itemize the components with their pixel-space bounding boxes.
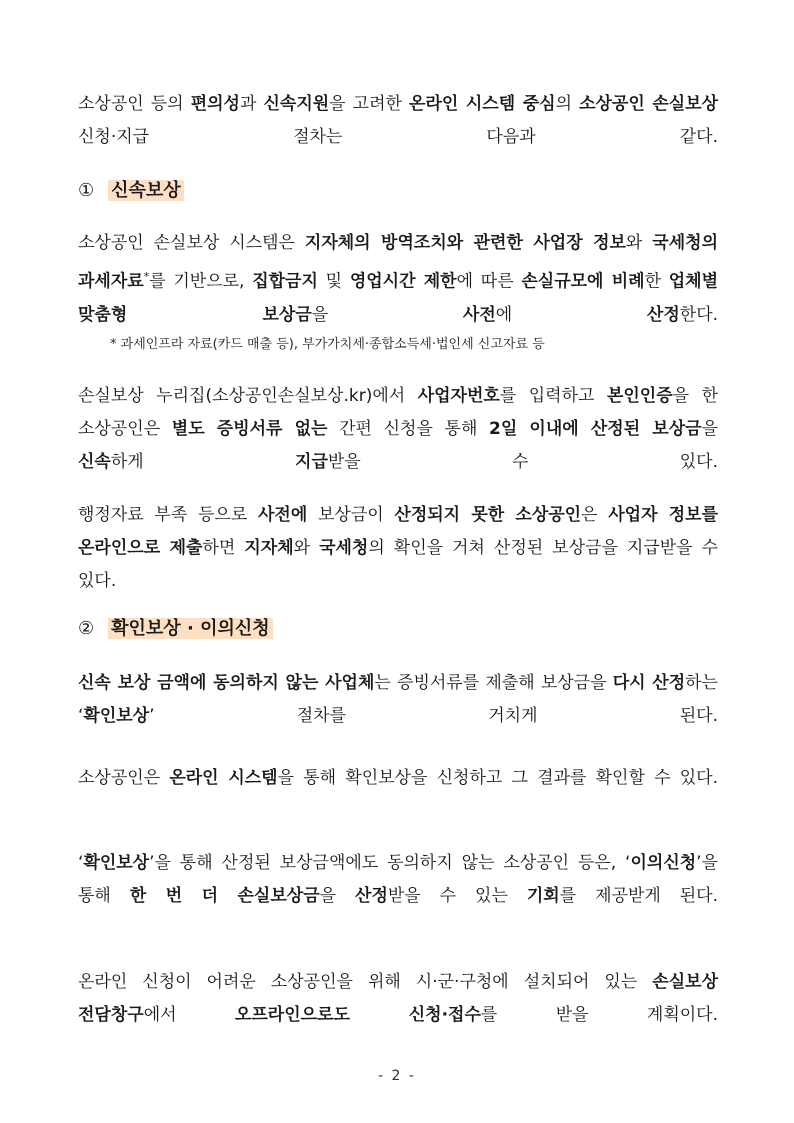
text-run: ’을 통해 산정된 보상금액에도 동의하지 않는 소상공인 등은, ‘ — [149, 853, 631, 873]
text-run: 을 — [311, 304, 463, 325]
bold-text-run: 편의성 — [190, 94, 240, 114]
text-run: 과 — [239, 94, 264, 114]
bold-text-run: 2일 이내에 산정된 보상금 — [489, 419, 702, 439]
bold-text-run: 국세청의 과세자료 — [78, 233, 718, 292]
text-run: 는 증빙서류를 제출해 보상금을 — [374, 673, 613, 693]
bold-text-run: 손실규모에 비례 — [521, 271, 645, 292]
text-run: 에 — [495, 304, 647, 325]
text-run: 신청·지급 절차는 다음과 같다. — [78, 127, 718, 147]
text-run: 을 — [701, 419, 718, 439]
text-run: 에 따른 — [456, 271, 522, 292]
section-1-heading — [78, 177, 184, 205]
bold-text-run: 업체별 맞춤형 보상금 — [78, 271, 719, 325]
bold-text-run: 한 번 더 손실보상금 — [129, 886, 320, 906]
text-run: 간편 신청을 통해 — [327, 419, 490, 439]
bold-text-run: 신속 — [78, 452, 111, 472]
text-run: 와 — [625, 233, 653, 253]
bold-text-run: 본인인증 — [606, 386, 673, 406]
section-2-paragraph-4 — [78, 966, 718, 1032]
bold-text-run: 온라인 시스템 중심 — [409, 94, 556, 114]
text-run: 을 고려한 — [329, 94, 410, 114]
bold-text-run: 오프라인으로도 신청·접수 — [234, 1005, 481, 1025]
text-run: 한다. — [679, 304, 719, 325]
text-run: 손실보상 누리집(소상공인손실보상.kr)에서 — [78, 386, 418, 406]
text-run: 를 기반으로, — [149, 271, 253, 292]
text-run: 은 — [581, 505, 609, 525]
section-1-paragraph-1 — [78, 227, 718, 332]
text-run: 를 받을 계획이다. — [480, 1005, 718, 1025]
text-run: ‘ — [78, 853, 84, 873]
section-1-paragraph-2 — [78, 380, 718, 479]
section-2-number: ② — [78, 618, 95, 639]
bold-text-run: 다시 산정 — [612, 673, 686, 693]
text-run: 소상공인 등의 — [78, 94, 191, 114]
text-run: 을 통해 확인보상을 신청하고 그 결과를 확인할 수 있다. — [277, 768, 718, 788]
bold-text-run: 확인보상 — [83, 853, 150, 873]
text-run: 을 한 소상공인은 — [78, 386, 719, 439]
bold-text-run: 손실보상 전담창구 — [78, 972, 718, 1025]
section-2-heading — [78, 615, 273, 643]
text-run: 행정자료 부족 등으로 — [78, 505, 258, 525]
bold-text-run: 사업자 정보를 온라인으로 제출 — [78, 505, 719, 558]
text-run: 를 제공받게 된다. — [559, 886, 719, 906]
bold-text-run: 영업시간 제한 — [349, 271, 457, 292]
text-run: 하게 — [110, 452, 296, 472]
section-1-title: 신속보상 — [108, 180, 184, 201]
bold-text-run: 집합금지 — [252, 271, 318, 292]
bold-text-run: 산정 — [646, 304, 680, 325]
text-run: 소상공인 손실보상 시스템은 — [78, 233, 305, 253]
text-run: 한 — [644, 271, 669, 292]
text-run: 에서 — [143, 1005, 235, 1025]
text-run: 하는 ‘ — [78, 673, 719, 726]
bold-text-run: 별도 증빙서류 없는 — [171, 419, 328, 439]
intro-paragraph — [78, 88, 718, 154]
text-run: 하면 — [202, 538, 245, 558]
bold-text-run: 소상공인 손실보상 — [579, 94, 719, 114]
bold-text-run: 국세청 — [319, 538, 369, 558]
bold-text-run: 이의신청 — [630, 853, 697, 873]
text-run: 를 입력하고 — [499, 386, 607, 406]
bold-text-run: 산정되지 못한 소상공인 — [394, 505, 582, 525]
text-run: 보상금이 — [307, 505, 395, 525]
bold-text-run: 산정 — [355, 886, 388, 906]
bold-text-run: 온라인 시스템 — [169, 768, 278, 788]
section-1-number: ① — [78, 180, 95, 201]
footnote: * 과세인프라 자료(카드 매출 등), 부가가치세·종합소득세·법인세 신고자료 등 — [110, 337, 545, 352]
page-number: - 2 - — [378, 1068, 416, 1084]
bold-text-run: 사업자번호 — [417, 386, 500, 406]
bold-text-run: 지급 — [295, 452, 328, 472]
text-run: * — [143, 270, 150, 283]
section-2-paragraph-3 — [78, 847, 718, 913]
text-run: 및 — [317, 271, 350, 292]
text-run: 을 — [319, 886, 356, 906]
bold-text-run: 신속지원 — [263, 94, 330, 114]
text-run: 와 — [293, 538, 320, 558]
text-run: 받을 수 있는 — [387, 886, 527, 906]
text-run: ’을 통해 — [78, 853, 718, 906]
bold-text-run: 지자체 — [244, 538, 294, 558]
section-1-paragraph-3 — [78, 499, 718, 598]
bold-text-run: 지자체의 방역조치와 관련한 사업장 정보 — [304, 233, 626, 253]
section-2-paragraph-2 — [78, 762, 718, 795]
text-run: 온라인 신청이 어려운 소상공인을 위해 시·군·구청에 설치되어 있는 — [78, 972, 653, 992]
bold-text-run: 신속 보상 금액에 동의하지 않는 사업체 — [78, 673, 375, 693]
text-run: 의 — [555, 94, 580, 114]
bold-text-run: 사전 — [462, 304, 496, 325]
section-2-paragraph-1 — [78, 667, 718, 733]
bold-text-run: 확인보상 — [83, 706, 150, 726]
bold-text-run: 기회 — [526, 886, 560, 906]
text-run: 의 확인을 거쳐 산정된 보상금을 지급받을 수 있다. — [78, 538, 718, 591]
bold-text-run: 사전에 — [257, 505, 308, 525]
text-run: ’ 절차를 거치게 된다. — [149, 706, 718, 726]
text-run: 소상공인은 — [78, 768, 170, 788]
section-2-title: 확인보상 · 이의신청 — [108, 618, 272, 639]
text-run: 받을 수 있다. — [327, 452, 718, 472]
